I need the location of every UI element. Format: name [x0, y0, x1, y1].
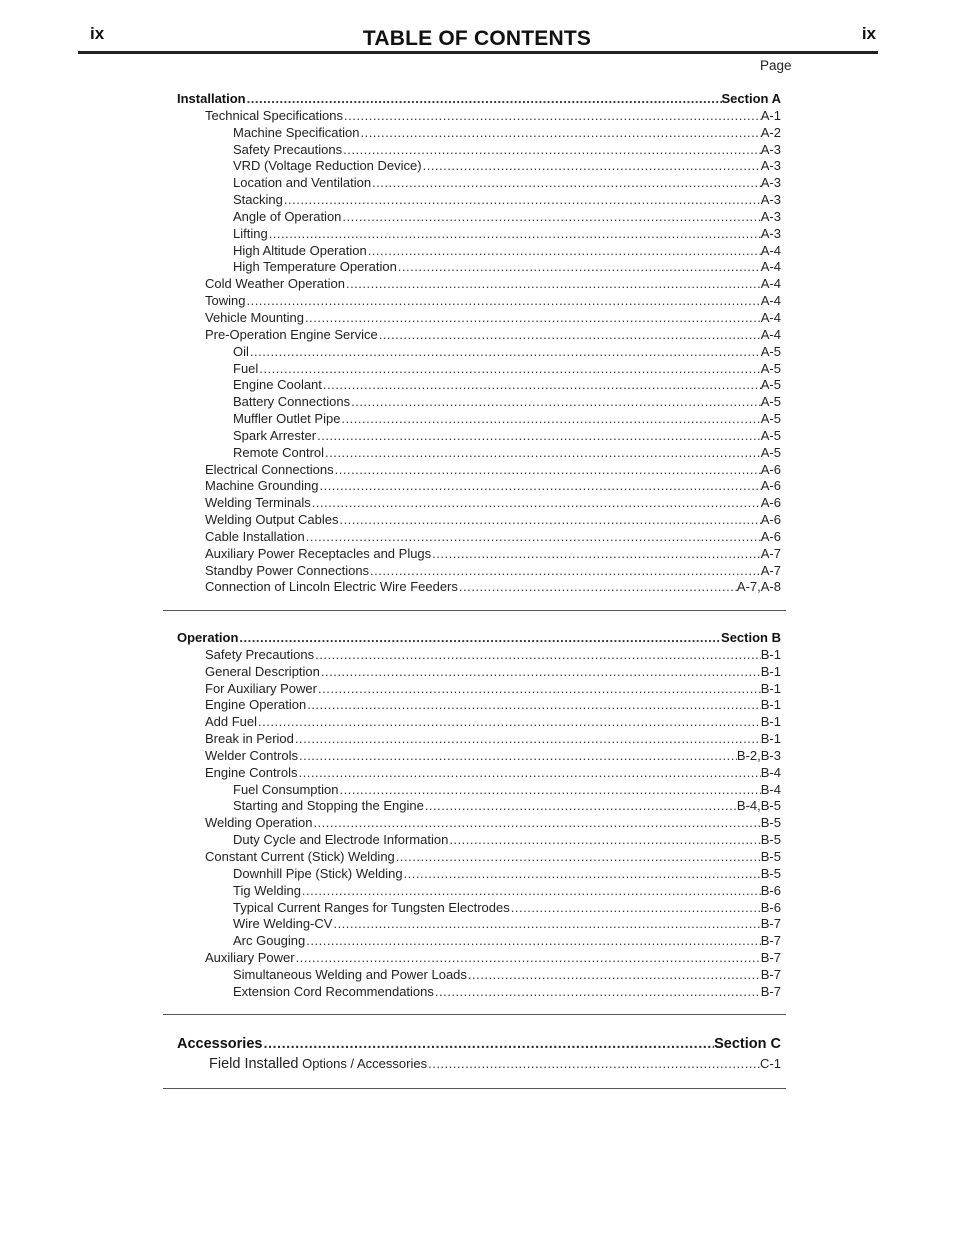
toc-entry[interactable]: [177, 765, 781, 782]
dot-leader: [307, 697, 761, 714]
toc-page: A-3: [760, 141, 781, 157]
dot-leader: [246, 293, 760, 310]
toc-label: Installation: [177, 91, 246, 106]
toc-page: A-5: [760, 427, 781, 443]
toc-label: For Auxiliary Power: [205, 680, 317, 696]
toc-section-heading[interactable]: [177, 91, 781, 108]
toc-entry[interactable]: [177, 344, 781, 361]
toc-label: Muffler Outlet Pipe: [233, 411, 341, 427]
toc-section-operation: [177, 630, 781, 1001]
toc-page: A-3: [760, 192, 781, 208]
toc-entry[interactable]: [177, 1054, 781, 1074]
toc-page: A-4: [760, 309, 781, 325]
toc-page: Section C: [714, 1036, 781, 1052]
dot-leader: [313, 815, 760, 832]
toc-label: High Temperature Operation: [233, 259, 397, 275]
dot-leader: [370, 563, 761, 580]
toc-label: Welder Controls: [205, 747, 298, 763]
dot-leader: [428, 1054, 760, 1074]
toc-entry[interactable]: [177, 462, 781, 479]
toc-entry[interactable]: [177, 529, 781, 546]
dot-leader: [306, 933, 761, 950]
toc-page: A-5: [760, 343, 781, 359]
dot-leader: [312, 495, 761, 512]
toc-page: A-5: [760, 360, 781, 376]
toc-page: A-4: [760, 276, 781, 292]
toc-entry[interactable]: [177, 967, 781, 984]
toc-label: Fuel: [233, 360, 259, 376]
toc-label: Location and Ventilation: [233, 175, 372, 191]
toc-page: B-7: [760, 983, 781, 999]
dot-leader: [459, 579, 737, 596]
toc-label: Welding Output Cables: [205, 512, 339, 528]
toc-page: B-1: [760, 697, 781, 713]
toc-label: Remote Control: [233, 444, 325, 460]
toc-page: B-7: [760, 916, 781, 932]
dot-leader: [435, 984, 761, 1001]
toc-label: Auxiliary Power Receptacles and Plugs: [205, 545, 432, 561]
toc-entry[interactable]: [177, 883, 781, 900]
toc-page: Section A: [721, 91, 781, 106]
toc-page: A-3: [760, 208, 781, 224]
dot-leader: [250, 344, 761, 361]
toc-page: A-6: [760, 478, 781, 494]
toc-entry[interactable]: [177, 377, 781, 394]
toc-label: Accessories: [177, 1036, 263, 1052]
dot-leader: [342, 209, 760, 226]
dot-leader: [259, 361, 760, 378]
toc-page: A-7,A-8: [736, 579, 781, 595]
toc-label: Arc Gouging: [233, 933, 306, 949]
toc-page: B-4: [760, 764, 781, 780]
dot-leader: [323, 377, 761, 394]
toc-entry[interactable]: [177, 293, 781, 310]
toc-page: A-4: [760, 293, 781, 309]
toc-entry[interactable]: [177, 192, 781, 209]
toc-entry[interactable]: [177, 815, 781, 832]
toc-entry[interactable]: [177, 849, 781, 866]
toc-entry[interactable]: [177, 866, 781, 883]
toc-entry[interactable]: [177, 445, 781, 462]
dot-leader: [360, 125, 760, 142]
toc-entry[interactable]: [177, 731, 781, 748]
toc-label: Engine Operation: [205, 697, 307, 713]
toc-label: Technical Specifications: [205, 107, 344, 123]
dot-leader: [269, 226, 761, 243]
dot-leader: [425, 798, 737, 815]
toc-page: B-5: [760, 832, 781, 848]
dot-leader: [340, 782, 761, 799]
toc-entry[interactable]: [177, 394, 781, 411]
toc-label: General Description: [205, 663, 320, 679]
toc-label: Towing: [205, 293, 246, 309]
toc-page: B-1: [760, 646, 781, 662]
dot-leader: [239, 630, 721, 647]
toc-label: Fuel Consumption: [233, 781, 339, 797]
toc-page: B-2,B-3: [736, 747, 781, 763]
toc-entry[interactable]: [177, 782, 781, 799]
toc-label-part: Options / Accessories: [302, 1056, 428, 1071]
toc-page: B-5: [760, 815, 781, 831]
toc-entry[interactable]: [177, 327, 781, 344]
toc-entry[interactable]: [177, 984, 781, 1001]
toc-page: B-6: [760, 882, 781, 898]
toc-entry[interactable]: [177, 411, 781, 428]
toc-entry[interactable]: [177, 916, 781, 933]
dot-leader: [398, 259, 761, 276]
dot-leader: [318, 681, 761, 698]
toc-section-installation: [177, 91, 781, 596]
toc-label: Angle of Operation: [233, 208, 342, 224]
toc-entry[interactable]: [177, 158, 781, 175]
toc-page: B-6: [760, 899, 781, 915]
toc-page: C-1: [760, 1056, 781, 1071]
toc-page: A-3: [760, 225, 781, 241]
toc-entry[interactable]: [177, 478, 781, 495]
toc-page: A-7: [760, 562, 781, 578]
toc-entry[interactable]: [177, 495, 781, 512]
toc-label: Constant Current (Stick) Welding: [205, 848, 395, 864]
toc-entry[interactable]: [177, 933, 781, 950]
toc-entry[interactable]: [177, 664, 781, 681]
toc-page: A-6: [760, 495, 781, 511]
toc-page: Section B: [721, 630, 781, 645]
toc-label: Cold Weather Operation: [205, 276, 345, 292]
toc-label: Electrical Connections: [205, 461, 334, 477]
toc-page: B-7: [760, 966, 781, 982]
dot-leader: [333, 916, 760, 933]
toc-entry[interactable]: [177, 832, 781, 849]
toc-page: A-1: [760, 107, 781, 123]
dot-leader: [346, 276, 761, 293]
dot-leader: [325, 445, 761, 462]
toc-entry[interactable]: [177, 125, 781, 142]
toc-label: VRD (Voltage Reduction Device): [233, 158, 422, 174]
toc-page: A-5: [760, 394, 781, 410]
dot-leader: [372, 175, 761, 192]
dot-leader: [423, 158, 761, 175]
toc-label: Cable Installation: [205, 528, 305, 544]
page-title: TABLE OF CONTENTS: [362, 27, 592, 50]
dot-leader: [306, 529, 761, 546]
title-rule: [78, 51, 878, 54]
dot-leader: [321, 664, 761, 681]
toc-label: Wire Welding-CV: [233, 916, 333, 932]
toc-page: A-5: [760, 377, 781, 393]
toc-entry[interactable]: [177, 748, 781, 765]
toc-label: Safety Precautions: [233, 141, 343, 157]
dot-leader: [295, 731, 761, 748]
toc-section-heading[interactable]: [177, 1035, 781, 1054]
toc-label: Pre-Operation Engine Service: [205, 326, 378, 342]
toc-page: A-6: [760, 512, 781, 528]
toc-page: A-3: [760, 175, 781, 191]
dot-leader: [302, 883, 761, 900]
toc-page: A-6: [760, 528, 781, 544]
dot-leader: [317, 428, 761, 445]
toc-label: Welding Operation: [205, 815, 313, 831]
toc-page: A-4: [760, 259, 781, 275]
toc-entry[interactable]: [177, 647, 781, 664]
toc-page: B-5: [760, 848, 781, 864]
toc-label: Engine Coolant: [233, 377, 322, 393]
toc-page: B-1: [760, 731, 781, 747]
toc-entry[interactable]: [177, 428, 781, 445]
toc-label: Machine Grounding: [205, 478, 319, 494]
toc-entry[interactable]: [177, 276, 781, 293]
toc-entry[interactable]: [177, 142, 781, 159]
dot-leader: [339, 512, 760, 529]
dot-leader: [351, 394, 761, 411]
dot-leader: [296, 950, 761, 967]
dot-leader: [404, 866, 761, 883]
page-number-left: ix: [90, 24, 105, 43]
section-divider: [163, 1014, 786, 1015]
toc-label: Spark Arrester: [233, 427, 317, 443]
toc-entry[interactable]: [177, 259, 781, 276]
toc-entry[interactable]: [177, 563, 781, 580]
toc-page: B-1: [760, 680, 781, 696]
toc-label: Oil: [233, 343, 249, 359]
toc-entry[interactable]: [177, 209, 781, 226]
dot-leader: [511, 900, 761, 917]
toc-entry[interactable]: [177, 900, 781, 917]
toc-page: B-4,B-5: [736, 798, 781, 814]
toc-page: A-2: [760, 124, 781, 140]
toc-label: [209, 1054, 428, 1074]
dot-leader: [368, 243, 761, 260]
toc-section-accessories: [177, 1035, 781, 1074]
page-number-right: ix: [861, 24, 876, 43]
toc-label: Stacking: [233, 192, 283, 208]
toc-entry[interactable]: [177, 579, 781, 596]
toc-page: A-5: [760, 444, 781, 460]
dot-leader: [432, 546, 761, 563]
toc-label: Simultaneous Welding and Power Loads: [233, 966, 467, 982]
section-divider: [163, 1088, 786, 1089]
toc-entry[interactable]: [177, 681, 781, 698]
toc-label: Connection of Lincoln Electric Wire Feeders: [205, 579, 458, 595]
dot-leader: [284, 192, 761, 209]
toc-page: B-7: [760, 950, 781, 966]
dot-leader: [343, 142, 761, 159]
toc-entry[interactable]: [177, 697, 781, 714]
toc-label: High Altitude Operation: [233, 242, 367, 258]
dot-leader: [344, 108, 761, 125]
toc-page: A-7: [760, 545, 781, 561]
toc-entry[interactable]: [177, 546, 781, 563]
toc-entry[interactable]: [177, 243, 781, 260]
toc-page: B-5: [760, 865, 781, 881]
toc-entry[interactable]: [177, 175, 781, 192]
toc-page: B-1: [760, 663, 781, 679]
toc-page: A-3: [760, 158, 781, 174]
toc-page: B-7: [760, 933, 781, 949]
toc-section-heading[interactable]: [177, 630, 781, 647]
toc-entry[interactable]: [177, 950, 781, 967]
toc-label: Duty Cycle and Electrode Information: [233, 832, 449, 848]
toc-label: Vehicle Mounting: [205, 309, 305, 325]
toc-label: Downhill Pipe (Stick) Welding: [233, 865, 403, 881]
toc-page: A-4: [760, 326, 781, 342]
toc-label: Standby Power Connections: [205, 562, 370, 578]
toc-label-part: Field Installed: [209, 1056, 299, 1072]
toc-entry[interactable]: [177, 310, 781, 327]
toc-entry[interactable]: [177, 226, 781, 243]
dot-leader: [379, 327, 761, 344]
toc-label: Operation: [177, 630, 239, 645]
toc-label: Lifting: [233, 225, 268, 241]
toc-entry[interactable]: [177, 108, 781, 125]
toc-label: Auxiliary Power: [205, 950, 295, 966]
toc-page: A-4: [760, 242, 781, 258]
dot-leader: [449, 832, 760, 849]
toc-page: A-5: [760, 411, 781, 427]
dot-leader: [341, 411, 760, 428]
toc-page: B-4: [760, 781, 781, 797]
dot-leader: [396, 849, 761, 866]
toc-label: Tig Welding: [233, 882, 301, 898]
dot-leader: [299, 748, 737, 765]
toc-page: B-1: [760, 714, 781, 730]
page-column-label: Page: [760, 58, 792, 73]
toc-label: Battery Connections: [233, 394, 351, 410]
toc-entry[interactable]: [177, 512, 781, 529]
toc-label: Break in Period: [205, 731, 294, 747]
dot-leader: [335, 462, 761, 479]
dot-leader: [299, 765, 761, 782]
dot-leader: [258, 714, 761, 731]
dot-leader: [468, 967, 761, 984]
toc-label: Starting and Stopping the Engine: [233, 798, 424, 814]
toc-label: Extension Cord Recommendations: [233, 983, 434, 999]
toc-label: Safety Precautions: [205, 646, 315, 662]
toc-entry[interactable]: [177, 714, 781, 731]
dot-leader: [305, 310, 761, 327]
dot-leader: [315, 647, 761, 664]
dot-leader: [263, 1035, 714, 1054]
toc-label: Typical Current Ranges for Tungsten Electrodes: [233, 899, 510, 915]
toc-label: Welding Terminals: [205, 495, 311, 511]
toc-label: Engine Controls: [205, 764, 298, 780]
toc-label: Add Fuel: [205, 714, 258, 730]
toc-entry[interactable]: [177, 798, 781, 815]
dot-leader: [319, 478, 760, 495]
toc-label: Machine Specification: [233, 124, 360, 140]
toc-page: A-6: [760, 461, 781, 477]
toc-entry[interactable]: [177, 361, 781, 378]
section-divider: [163, 610, 786, 611]
dot-leader: [247, 91, 722, 108]
